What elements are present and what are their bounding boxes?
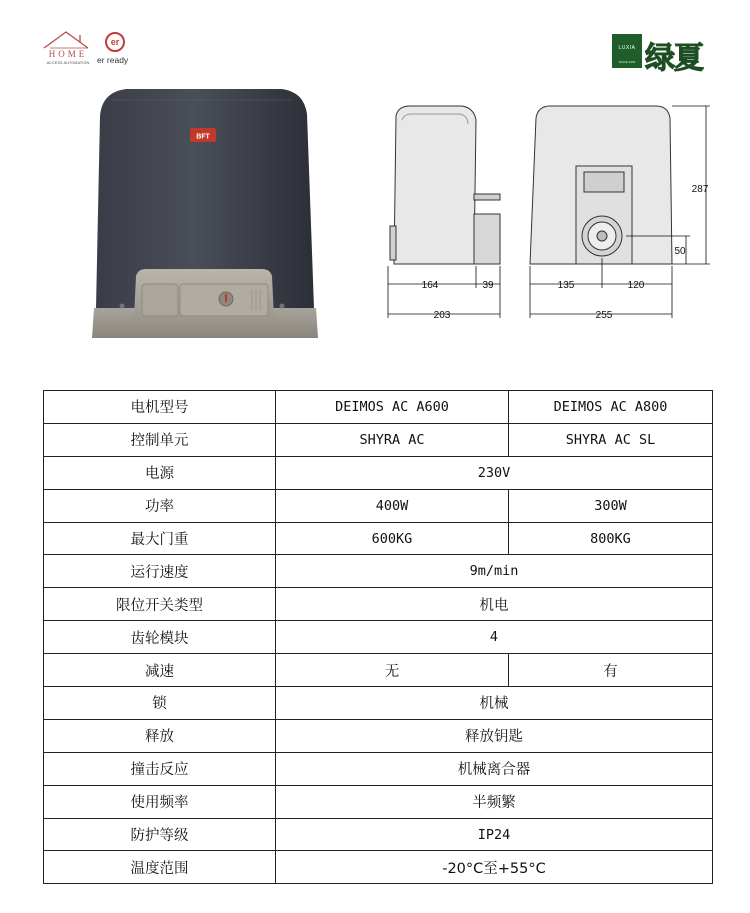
spec-label: 最大门重	[44, 522, 276, 555]
house-roof-icon	[42, 30, 94, 50]
spec-value: 4	[276, 621, 713, 654]
spec-table-body	[44, 391, 713, 884]
bft-badge: BFT	[196, 133, 210, 141]
spec-value: 有	[509, 654, 713, 687]
table-row	[44, 588, 713, 621]
table-row	[44, 654, 713, 687]
table-row	[44, 522, 713, 555]
luxia-since: SINCE 2000	[618, 60, 636, 64]
spec-label: 电机型号	[44, 391, 276, 424]
luxia-chinese-name: 绿夏	[645, 41, 703, 76]
spec-label: 限位开关类型	[44, 588, 276, 621]
home-logo	[42, 30, 94, 70]
spec-value: SHYRA AC	[276, 423, 509, 456]
dim-front-right: 120	[627, 280, 645, 291]
spec-value: SHYRA AC SL	[509, 423, 713, 456]
er-ready-text: er ready	[97, 55, 129, 65]
spec-value: 半频繁	[276, 785, 713, 818]
spec-label: 撞击反应	[44, 752, 276, 785]
table-row	[44, 687, 713, 720]
spec-label: 电源	[44, 456, 276, 489]
er-mark: er	[105, 32, 125, 52]
spec-value: IP24	[276, 818, 713, 851]
spec-label: 温度范围	[44, 851, 276, 884]
home-logo-word: HOME	[48, 49, 88, 59]
spec-label: 减速	[44, 654, 276, 687]
technical-drawing	[380, 94, 720, 334]
spec-label: 运行速度	[44, 555, 276, 588]
table-row	[44, 818, 713, 851]
luxia-logo	[612, 34, 712, 76]
luxia-brand: LUXIA	[618, 45, 636, 51]
spec-label: 锁	[44, 687, 276, 720]
er-ready-logo	[97, 32, 141, 68]
spec-value: 400W	[276, 489, 509, 522]
table-row	[44, 621, 713, 654]
spec-value: DEIMOS AC A800	[509, 391, 713, 424]
product-photo	[92, 86, 322, 342]
spec-table	[43, 390, 713, 884]
table-row	[44, 719, 713, 752]
dim-side-depth: 164	[421, 280, 439, 291]
table-row	[44, 489, 713, 522]
dim-front-total: 255	[595, 310, 613, 321]
luxia-logo-box	[612, 34, 642, 68]
spec-value: 300W	[509, 489, 713, 522]
table-row	[44, 456, 713, 489]
dim-side-extra: 39	[482, 280, 494, 291]
spec-value: 230V	[276, 456, 713, 489]
gate-motor-photo-icon	[92, 86, 322, 342]
dim-side-total: 203	[433, 310, 451, 321]
spec-label: 控制单元	[44, 423, 276, 456]
spec-label: 齿轮模块	[44, 621, 276, 654]
spec-value: 9m/min	[276, 555, 713, 588]
table-row	[44, 752, 713, 785]
spec-value: 机械离合器	[276, 752, 713, 785]
spec-value: 800KG	[509, 522, 713, 555]
dim-front-left: 135	[557, 280, 575, 291]
table-row	[44, 423, 713, 456]
spec-value: DEIMOS AC A600	[276, 391, 509, 424]
table-row	[44, 785, 713, 818]
table-row	[44, 391, 713, 424]
spec-value: 无	[276, 654, 509, 687]
spec-value: 释放钥匙	[276, 719, 713, 752]
spec-label: 释放	[44, 719, 276, 752]
dimension-drawing-icon	[380, 94, 720, 334]
table-row	[44, 555, 713, 588]
spec-label: 使用频率	[44, 785, 276, 818]
dim-height: 287	[691, 184, 709, 195]
dim-gear-height: 50	[674, 246, 686, 257]
home-logo-subtitle: ACCESS AUTOMATION	[46, 61, 90, 65]
spec-value: 600KG	[276, 522, 509, 555]
spec-value: 机电	[276, 588, 713, 621]
table-row	[44, 851, 713, 884]
spec-value: 机械	[276, 687, 713, 720]
spec-value: -20°C至+55°C	[276, 851, 713, 884]
spec-label: 防护等级	[44, 818, 276, 851]
spec-label: 功率	[44, 489, 276, 522]
